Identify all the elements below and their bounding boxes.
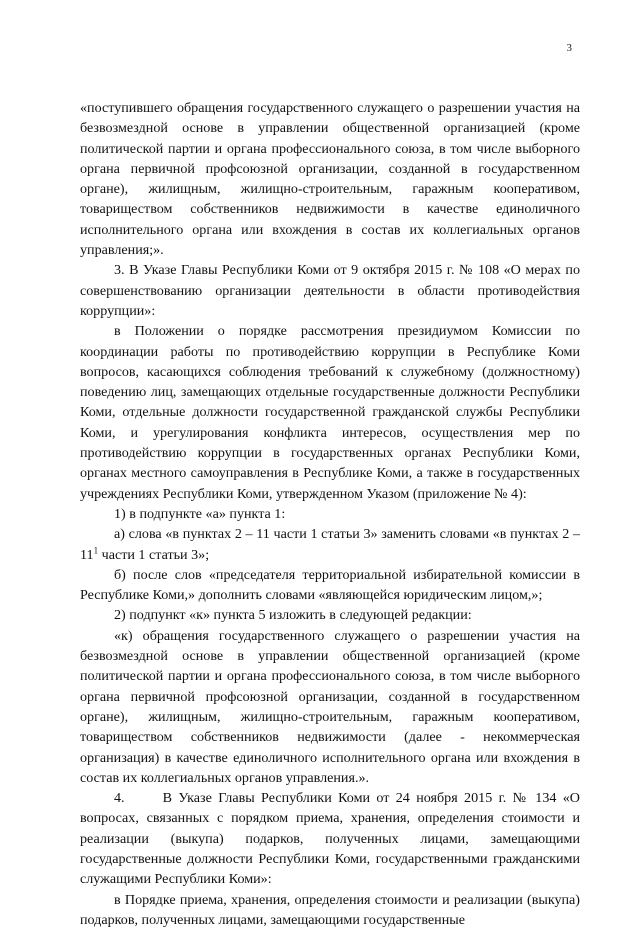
paragraph-subitem-a-point-1: 1) в подпункте «а» пункта 1: <box>114 505 286 522</box>
document-body <box>80 98 584 930</box>
paragraph-add-words: б) после слов «председателя территориальной избирательной комиссии в Республике Коми,» дополнить словами «являющейся юридическим лицом,»; <box>80 566 580 604</box>
paragraph-new-wording-k: «к) обращения государственного служащего о разрешении участия на безвозмездной основе в управлении общественной организацией (кроме политической партии и органа профессионального союза, в том числе выборного органа первичной профсоюзной организации, созданной в государственном органе), жилищным, жилищно-строительным, гаражным кооперативом, товариществом собственников недвижимости (далее - некоммерческая организация) в качестве единоличного исполнительного органа или вхождения в состав их коллегиальных органов управления.». <box>80 627 580 786</box>
page-number: 3 <box>566 42 572 54</box>
paragraph-regulation-commission: в Положении о порядке рассмотрения президиумом Комиссии по координации работы по противодействию коррупции в Республике Коми вопросов, касающихся соблюдения требований к служебному (должностному) поведению лиц, замещающих отдельные государственные должности Республики Коми, отдельные должности государственной гражданской службы Республики Коми, и урегулирования конфликта интересов, осуществления мер по противодействию коррупции в государственных органах Республики Коми, органах местного самоуправления в Республике Коми, а также в государственных учреждениях Республики Коми, утвержденном Указом (приложение № 4): <box>80 323 580 502</box>
paragraph-gifts-procedure: в Порядке приема, хранения, определения стоимости и реализации (выкупа) подарков, полученных лицами, замещающими государственные <box>80 891 580 928</box>
paragraph-item-4: 4. В Указе Главы Республики Коми от 24 ноября 2015 г. № 134 «О вопросах, связанных с порядком приема, хранения, определения стоимости и реализации (выкупа) подарков, полученных лицами, замещающими государственные должности Республики Коми, государственными гражданскими служащими Республики Коми»: <box>80 790 584 888</box>
replace-words-text: а) слова «в пунктах 2 – 11 части 1 статьи 3» заменить словами «в пунктах 2 – 11 <box>80 526 580 563</box>
replace-words-tail: части 1 статьи 3»; <box>98 546 210 563</box>
superscript-index: 1 <box>93 544 99 555</box>
paragraph-subitem-k: 2) подпункт «к» пункта 5 изложить в следующей редакции: <box>114 607 472 624</box>
paragraph-quote-continuation: «поступившего обращения государственного служащего о разрешении участия на безвозмездной основе в управлении общественной организацией (кроме политической партии и органа профессионального союза, в том числе выборного органа первичной профсоюзной организации, созданной в государственном органе), жилищным, жилищно-строительным, гаражным кооперативом, товариществом собственников недвижимости в качестве единоличного исполнительного органа или вхождения в состав их коллегиальных органов управления;». <box>80 100 580 259</box>
paragraph-replace-words <box>80 524 580 565</box>
paragraph-item-3: 3. В Указе Главы Республики Коми от 9 октября 2015 г. № 108 «О мерах по совершенствованию организации деятельности в области противодействия коррупции»: <box>80 262 580 319</box>
